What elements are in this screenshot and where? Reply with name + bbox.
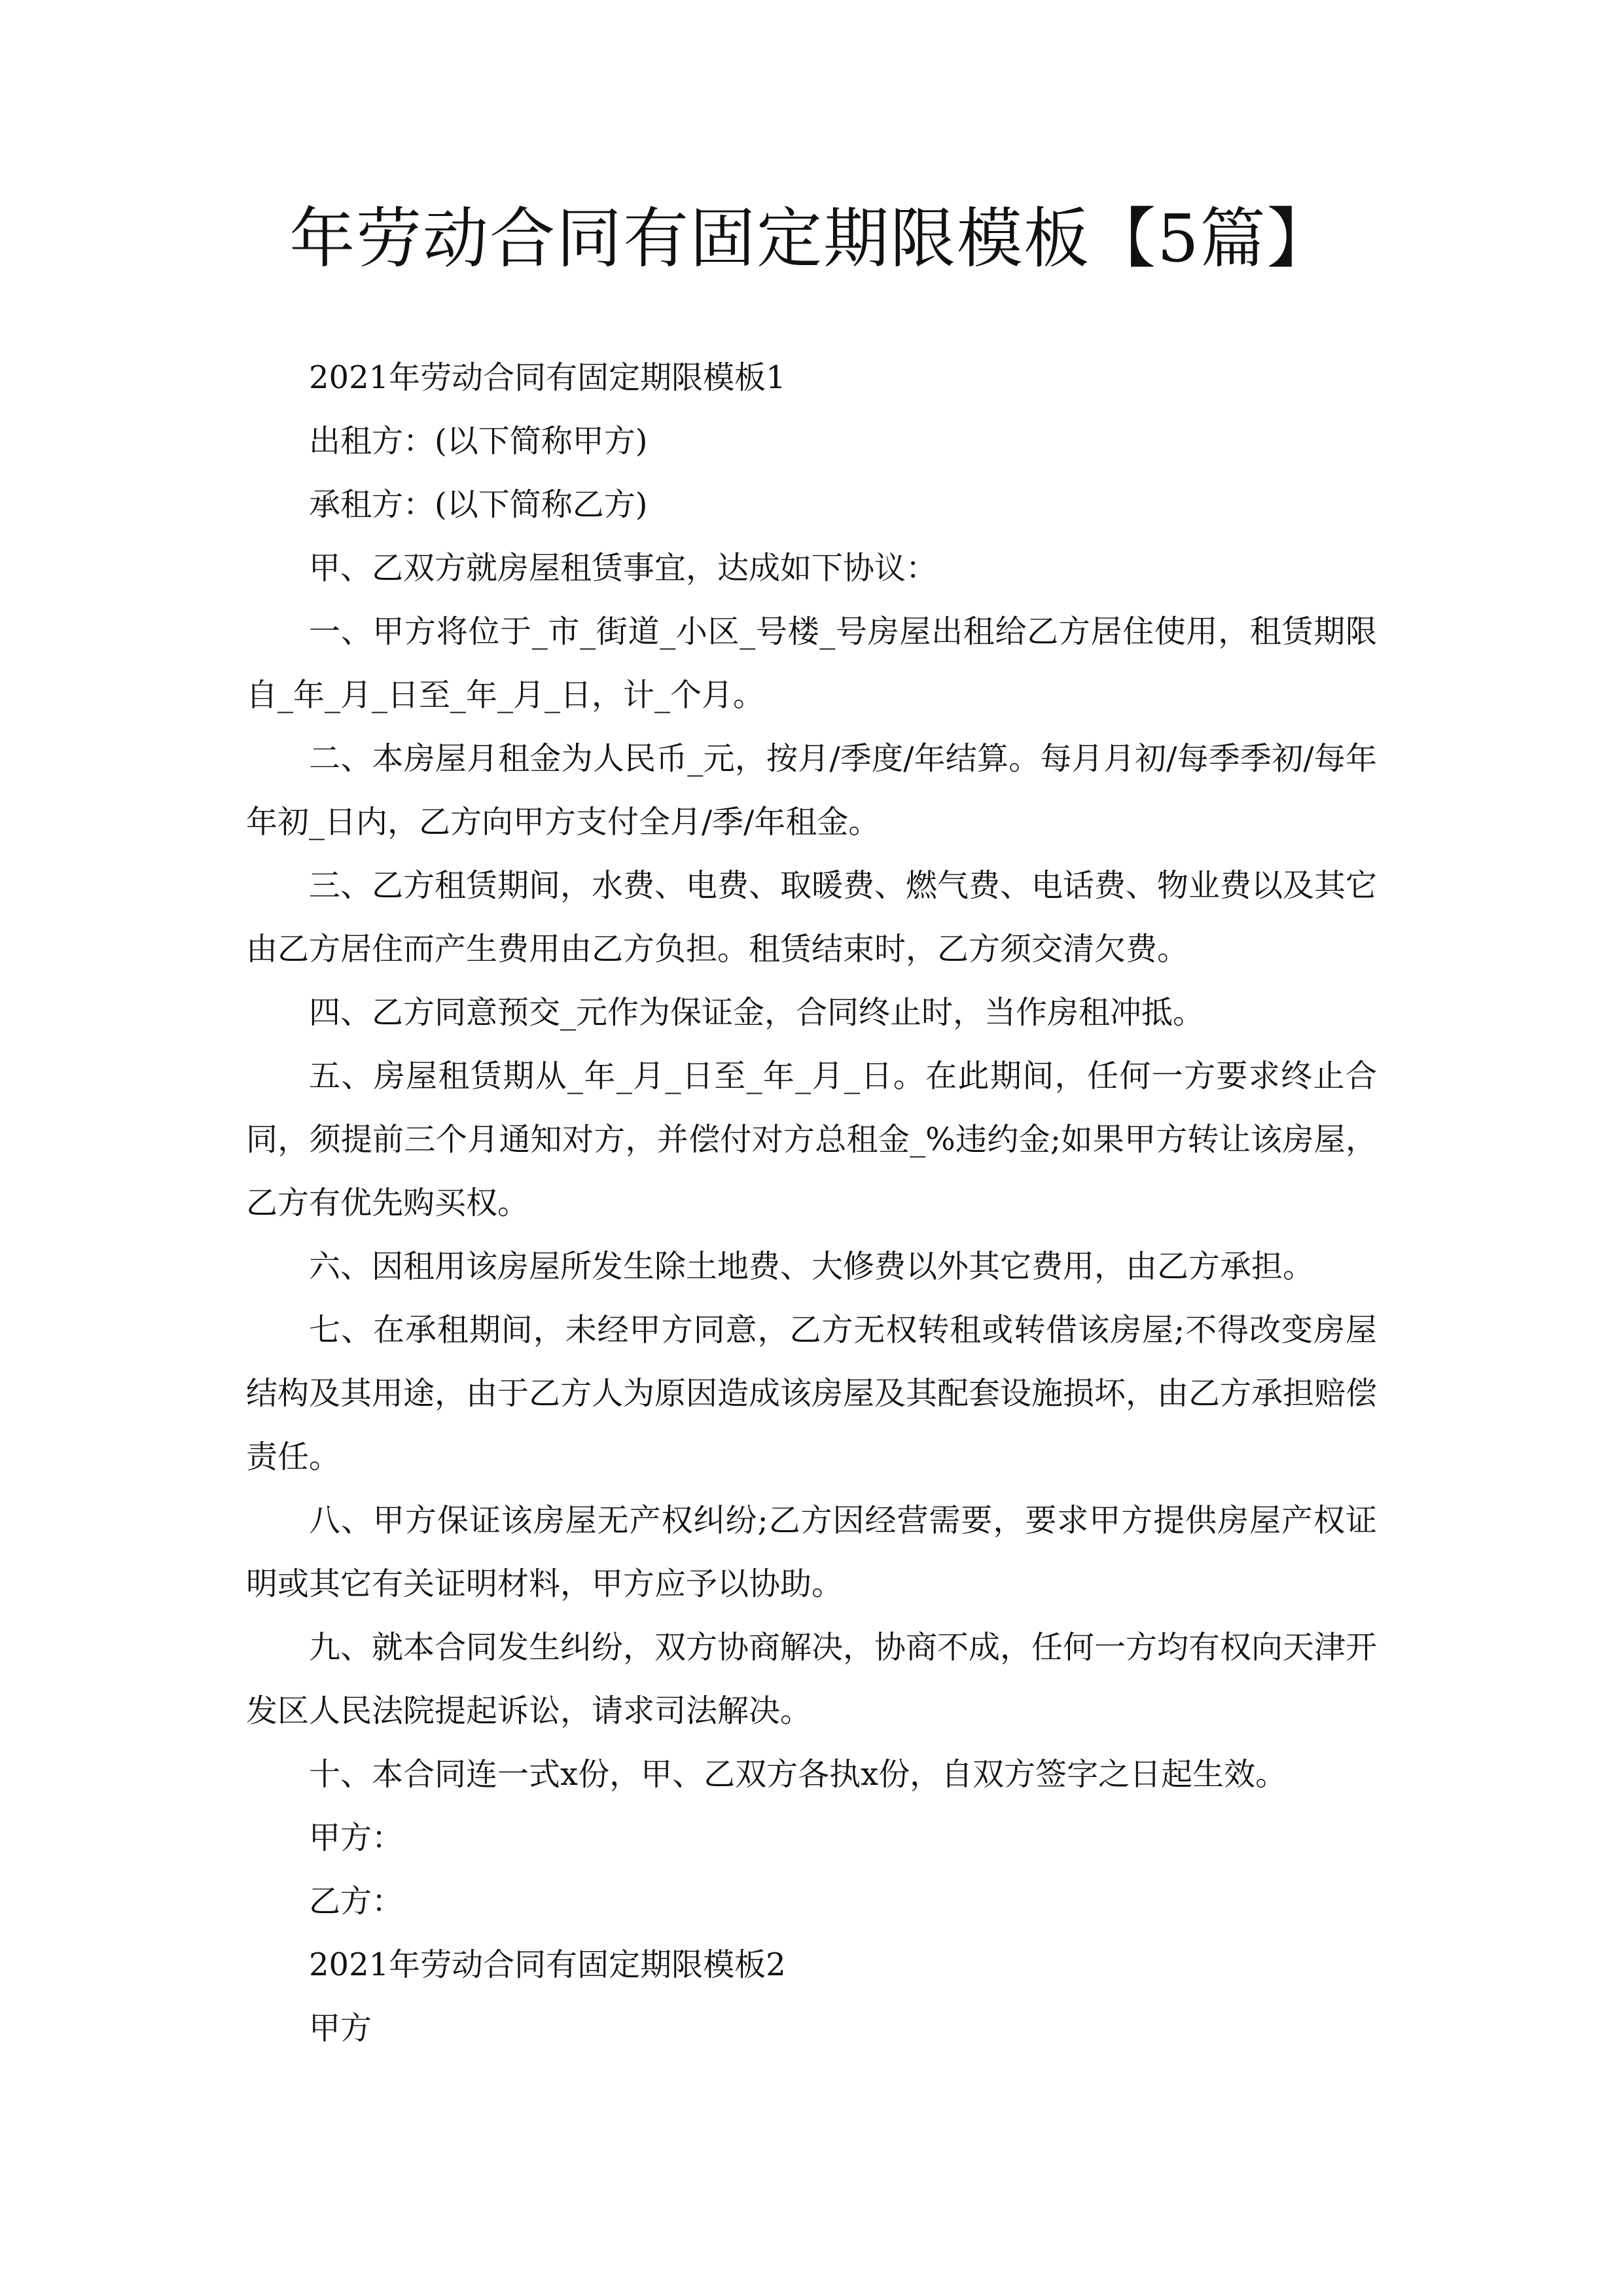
clause-8: 八、甲方保证该房屋无产权纠纷;乙方因经营需要，要求甲方提供房屋产权证明或其它有关证明材料，甲方应予以协助。: [246, 1502, 1377, 1602]
party-a-line: 甲方: [309, 2010, 372, 2047]
document-title: 年劳动合同有固定期限模板【5篇】: [289, 200, 1334, 277]
lessee-line: 承租方：(以下简称乙方): [309, 486, 648, 523]
section-heading: 2021年劳动合同有固定期限模板1: [309, 359, 786, 396]
clause-6: 六、因租用该房屋所发生除土地费、大修费以外其它费用，由乙方承担。: [309, 1248, 1315, 1285]
clause-9: 九、就本合同发生纠纷，双方协商解决，协商不成，任何一方均有权向天津开发区人民法院提起诉讼，请求司法解决。: [246, 1629, 1378, 1729]
clause-5: 五、房屋租赁期从_年_月_日至_年_月_日。在此期间，任何一方要求终止合同，须提前三个月通知对方，并偿付对方总租金_%违约金;如果甲方转让该房屋，乙方有优先购买权。: [246, 1058, 1377, 1221]
agreement-intro: 甲、乙双方就房屋租赁事宜，达成如下协议：: [309, 550, 938, 586]
clause-4: 四、乙方同意预交_元作为保证金，合同终止时，当作房租冲抵。: [309, 994, 1205, 1031]
party-b-signature: 乙方：: [309, 1883, 404, 1920]
document-body: [246, 346, 1377, 2060]
clause-3: 三、乙方租赁期间，水费、电费、取暖费、燃气费、电话费、物业费以及其它由乙方居住而产生费用由乙方负担。租赁结束时，乙方须交清欠费。: [246, 867, 1378, 967]
clause-1: 一、甲方将位于_市_街道_小区_号楼_号房屋出租给乙方居住使用，租赁期限自_年_月_日至_年_月_日，计_个月。: [246, 613, 1377, 713]
party-a-signature: 甲方：: [309, 1820, 404, 1856]
clause-7: 七、在承租期间，未经甲方同意，乙方无权转租或转借该房屋;不得改变房屋结构及其用途，由于乙方人为原因造成该房屋及其配套设施损坏，由乙方承担赔偿责任。: [246, 1312, 1378, 1475]
section-heading-2: 2021年劳动合同有固定期限模板2: [309, 1946, 786, 1983]
clause-2: 二、本房屋月租金为人民币_元，按月/季度/年结算。每月月初/每季季初/每年年初_日内，乙方向甲方支付全月/季/年租金。: [246, 740, 1377, 840]
clause-10: 十、本合同连一式x份，甲、乙双方各执x份，自双方签字之日起生效。: [309, 1756, 1287, 1793]
lessor-line: 出租方：(以下简称甲方): [309, 423, 648, 459]
